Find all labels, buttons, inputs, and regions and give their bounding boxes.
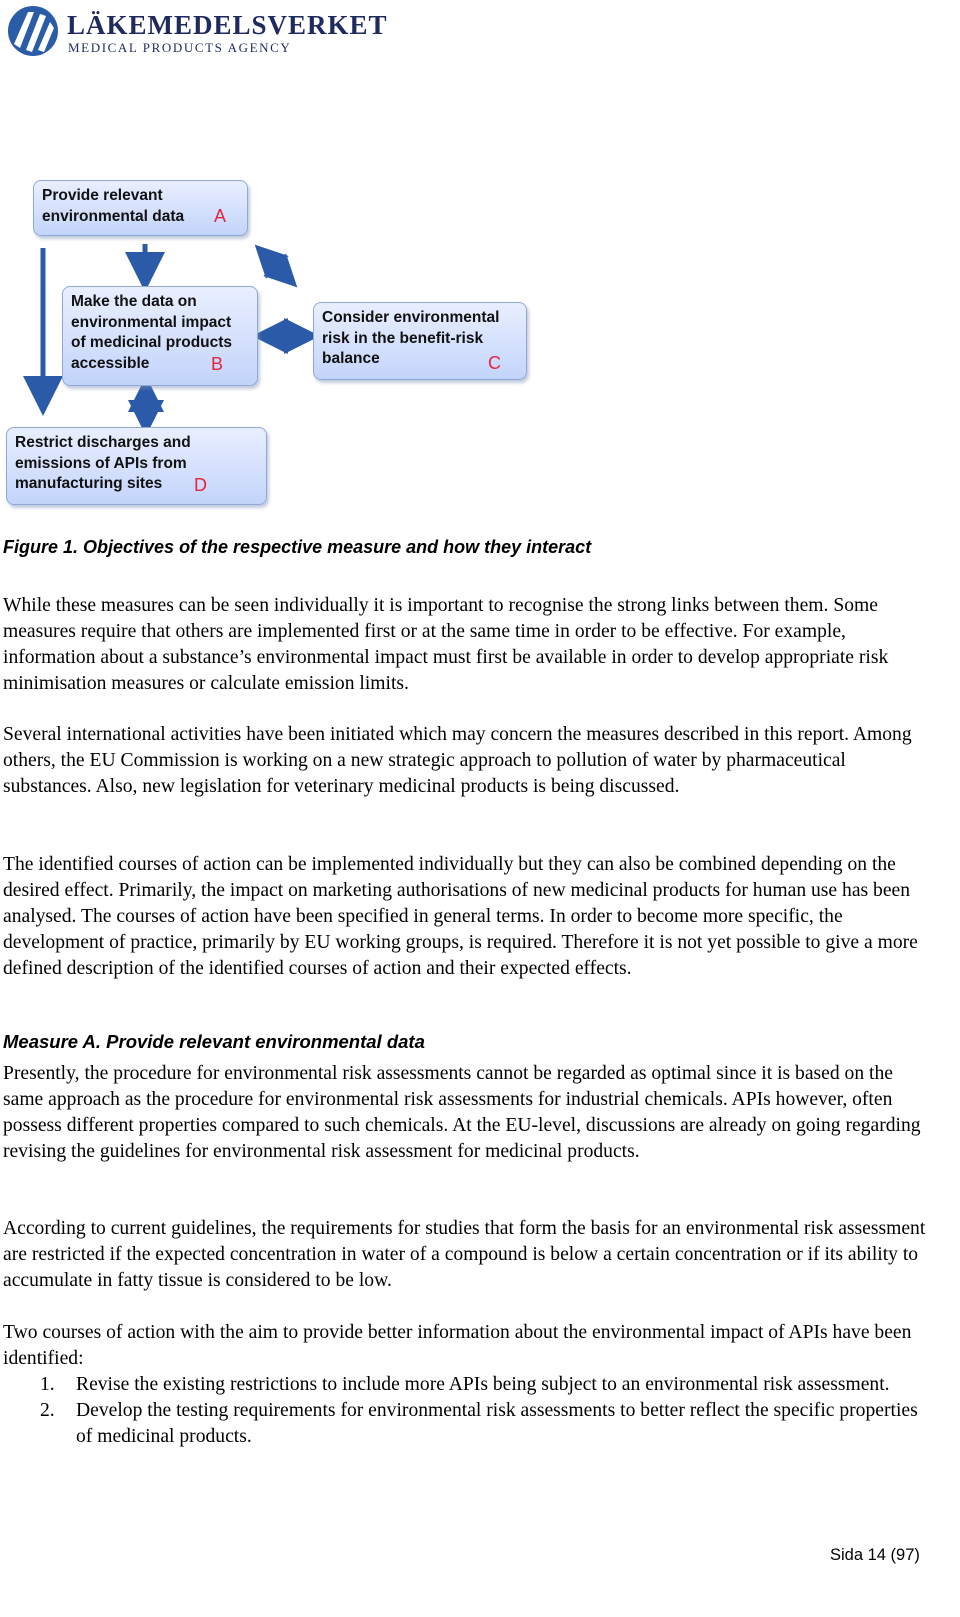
- list-item: [3, 1372, 933, 1398]
- paragraph-courses-of-action: The identified courses of action can be implemented individually but they can also be combined depending on the desired effect. Primarily, the impact on marketing authorisations of new medicinal products for human use has been analysed. The courses of action have been specified in general terms. In order to become more specific, the development of practice, primarily by EU working groups, is required. Therefore it is not yet possible to give a more defined description of the identified courses of action and their expected effects.: [3, 854, 918, 979]
- objective-box-d: [6, 427, 267, 505]
- agency-logo: [6, 4, 388, 60]
- objective-a-letter: A: [214, 206, 227, 226]
- objective-c-letter: C: [488, 353, 501, 373]
- section-heading-measure-a: Measure A. Provide relevant environmental data: [3, 1031, 425, 1052]
- objective-d-text: Restrict discharges and emissions of APIs from manufacturing sites: [15, 434, 191, 492]
- paragraph-measures-links: While these measures can be seen individually it is important to recognise the strong links between them. Some measures require that others are implemented first or at the same time in order to be effective. For example, information about a substance’s environmental impact must first be available in order to develop appropriate risk minimisation measures or calculate emission limits.: [3, 595, 889, 694]
- paragraph-guidelines: According to current guidelines, the requirements for studies that form the basis for an environmental risk assessment are restricted if the expected concentration in water of a compound is below a certain concentration or if its ability to accumulate in fatty tissue is considered to be low.: [3, 1218, 926, 1291]
- objective-box-a: [33, 180, 248, 236]
- objective-box-c: [313, 302, 527, 380]
- courses-list: [3, 1372, 933, 1450]
- paragraph-international-activities: Several international activities have been initiated which may concern the measures described in this report. Among others, the EU Commission is working on a new strategic approach to pollution of water by pharmaceutical substances. Also, new legislation for veterinary medicinal products is being discussed.: [3, 724, 912, 797]
- objective-d-letter: D: [194, 475, 207, 495]
- paragraph-procedure: Presently, the procedure for environmental risk assessments cannot be regarded as optimal since it is based on the same approach as the procedure for environmental risk assessments for industrial chemicals. APIs however, often possess different properties compared to such chemicals. At the EU-level, discussions are already on going regarding revising the guidelines for environmental risk assessment for medicinal products.: [3, 1063, 921, 1162]
- arrow-a-to-c: [266, 256, 286, 276]
- paragraph-two-courses: Two courses of action with the aim to provide better information about the environmental impact of APIs have been identified:: [3, 1322, 912, 1369]
- list-item-text: Revise the existing restrictions to include more APIs being subject to an environmental risk assessment.: [76, 1374, 890, 1395]
- list-item-text: Develop the testing requirements for environmental risk assessments to better reflect the specific properties of medicinal products.: [76, 1400, 918, 1447]
- agency-logo-mark: [6, 4, 62, 60]
- list-item-number: 1.: [40, 1374, 55, 1395]
- objective-b-letter: B: [211, 354, 224, 374]
- objective-b-text: Make the data on environmental impact of medicinal products accessible: [71, 293, 233, 372]
- objective-a-text: Provide relevant environmental data: [42, 187, 185, 225]
- org-subtitle: MEDICAL PRODUCTS AGENCY: [68, 40, 292, 55]
- org-name: LÄKEMEDELSVERKET: [67, 10, 388, 40]
- list-item-number: 2.: [40, 1400, 55, 1421]
- figure-caption: Figure 1. Objectives of the respective measure and how they interact: [3, 537, 592, 557]
- objectives-diagram: [0, 170, 560, 520]
- objective-box-b: [62, 286, 258, 386]
- page-number: Sida 14 (97): [830, 1546, 920, 1564]
- objective-c-text: Consider environmental risk in the benefit-risk balance: [322, 309, 500, 367]
- list-item: [3, 1398, 933, 1450]
